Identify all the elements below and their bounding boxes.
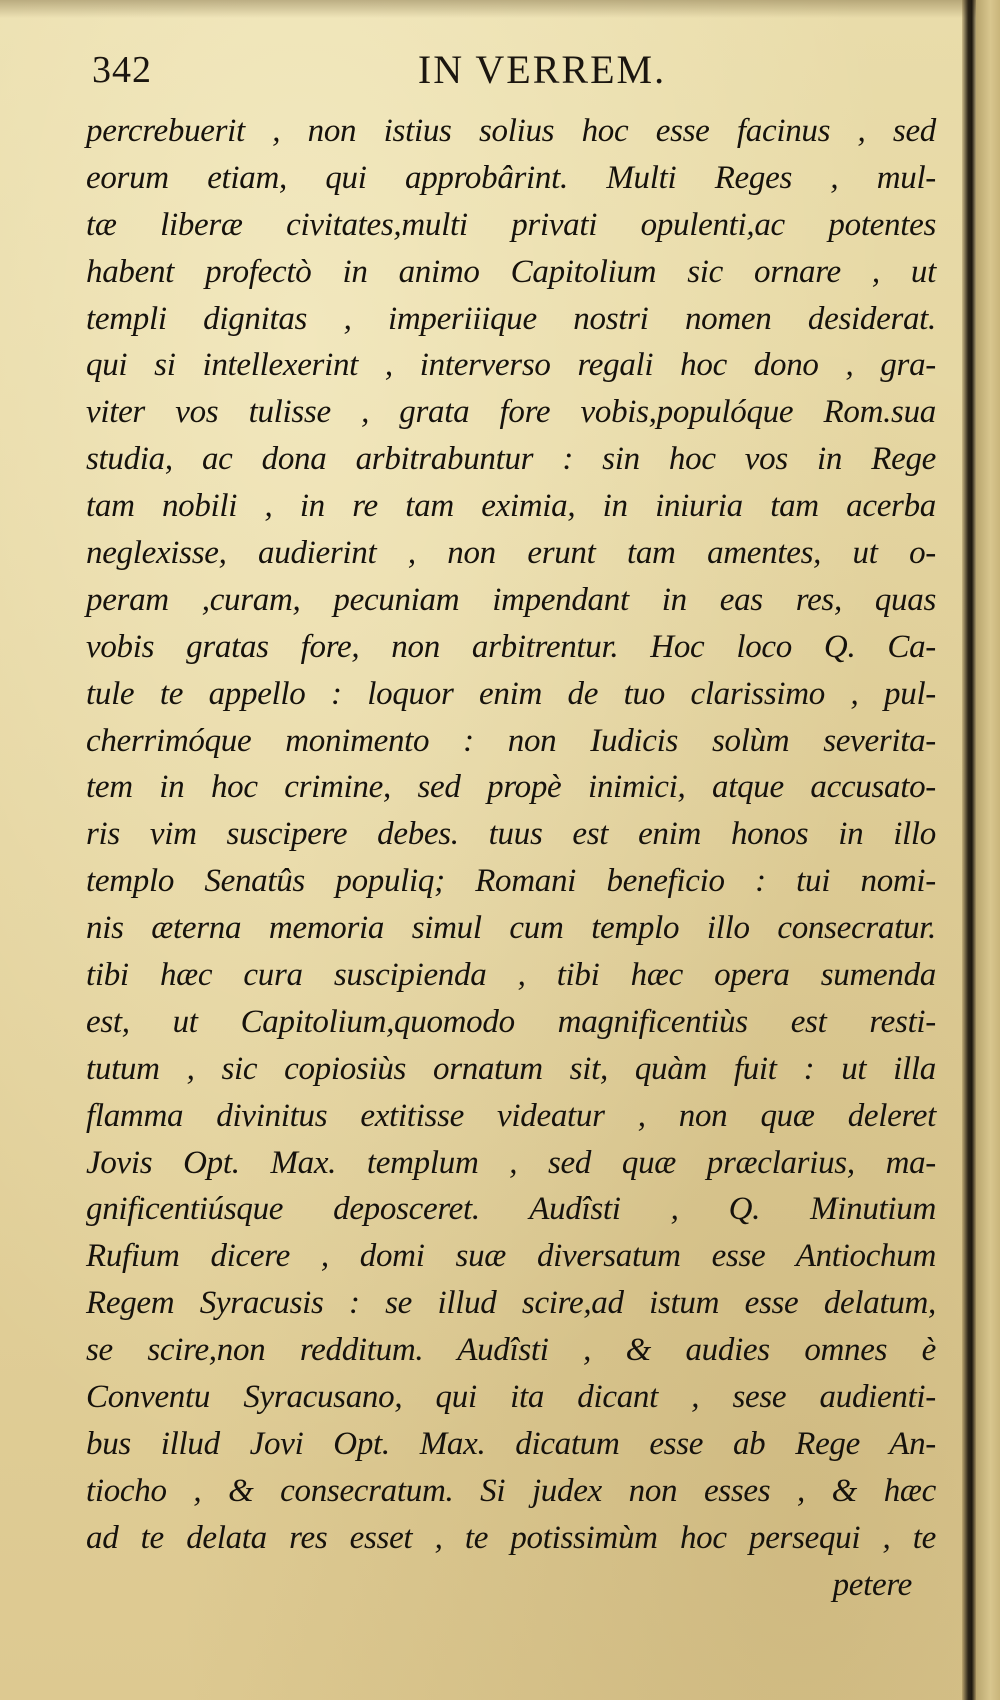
page-top-shadow [0,0,1000,18]
text-line: tiocho , & consecratum. Si judex non esses , & hæc [86,1472,936,1509]
text-line: ad te delata res esset , te potissimùm hoc persequi , te [86,1519,936,1556]
text-line: neglexisse, audierint , non erunt tam amentes, ut o- [86,535,936,572]
text-line: Conventu Syracusano, qui ita dicant , sese audienti- [86,1379,936,1416]
page-number: 342 [92,49,152,91]
text-line: tem in hoc crimine, sed propè inimici, atque accusato- [86,769,936,806]
text-line: tæ liberæ civitates,multi privati opulenti,ac potentes [86,206,936,243]
text-line: cherrimóque monimento : non Iudicis solùm severita- [86,722,936,759]
adjacent-page-edge [976,0,1000,1700]
text-line: habent profectò in animo Capitolium sic ornare , ut [86,253,936,290]
catchword: petere [832,1566,912,1603]
running-head [92,42,932,102]
running-title: IN VERREM. [417,47,667,92]
text-line: vobis gratas fore, non arbitrentur. Hoc loco Q. Ca- [86,628,936,665]
text-line: est, ut Capitolium,quomodo magnificentiùs est resti- [86,1003,936,1040]
text-line: bus illud Jovi Opt. Max. dicatum esse ab Rege An- [86,1425,936,1462]
text-line: tibi hæc cura suscipienda , tibi hæc opera sumenda [86,957,936,994]
text-line: ris vim suscipere debes. tuus est enim honos in illo [86,816,936,853]
text-line: Regem Syracusis : se illud scire,ad istum esse delatum, [86,1285,936,1322]
text-line: peram ,curam, pecuniam impendant in eas res, quas [86,581,936,618]
text-line: percrebuerit , non istius solius hoc esse facinus , sed [86,113,936,149]
text-line: Jovis Opt. Max. templum , sed quæ præclarius, ma- [86,1144,936,1181]
text-line: Rufium dicere , domi suæ diversatum esse Antiochum [86,1238,936,1275]
text-line: eorum etiam, qui approbârint. Multi Reges , mul- [86,159,936,196]
text-line: tutum , sic copiosiùs ornatum sit, quàm fuit : ut illa [86,1050,936,1087]
text-line: templi dignitas , imperiiique nostri nomen desiderat. [86,300,936,337]
text-line: tam nobili , in re tam eximia, in iniuria tam acerba [86,488,936,525]
body-text [86,108,936,1609]
text-line: gnificentiúsque deposceret. Audîsti , Q. Minutium [86,1191,936,1228]
text-line: templo Senatûs populiq; Romani beneficio : tui nomi- [86,863,936,900]
text-line: qui si intellexerint , interverso regali hoc dono , gra- [86,347,936,384]
text-line: nis æterna memoria simul cum templo illo consecratur. [86,910,936,947]
text-line: studia, ac dona arbitrabuntur : sin hoc vos in Rege [86,441,936,478]
binding-edge [962,0,976,1700]
text-line: flamma divinitus extitisse videatur , non quæ deleret [86,1097,936,1134]
text-line: se scire,non redditum. Audîsti , & audies omnes è [86,1332,936,1369]
text-line: viter vos tulisse , grata fore vobis,populóque Rom.sua [86,394,936,431]
text-line: tule te appello : loquor enim de tuo clarissimo , pul- [86,675,936,712]
